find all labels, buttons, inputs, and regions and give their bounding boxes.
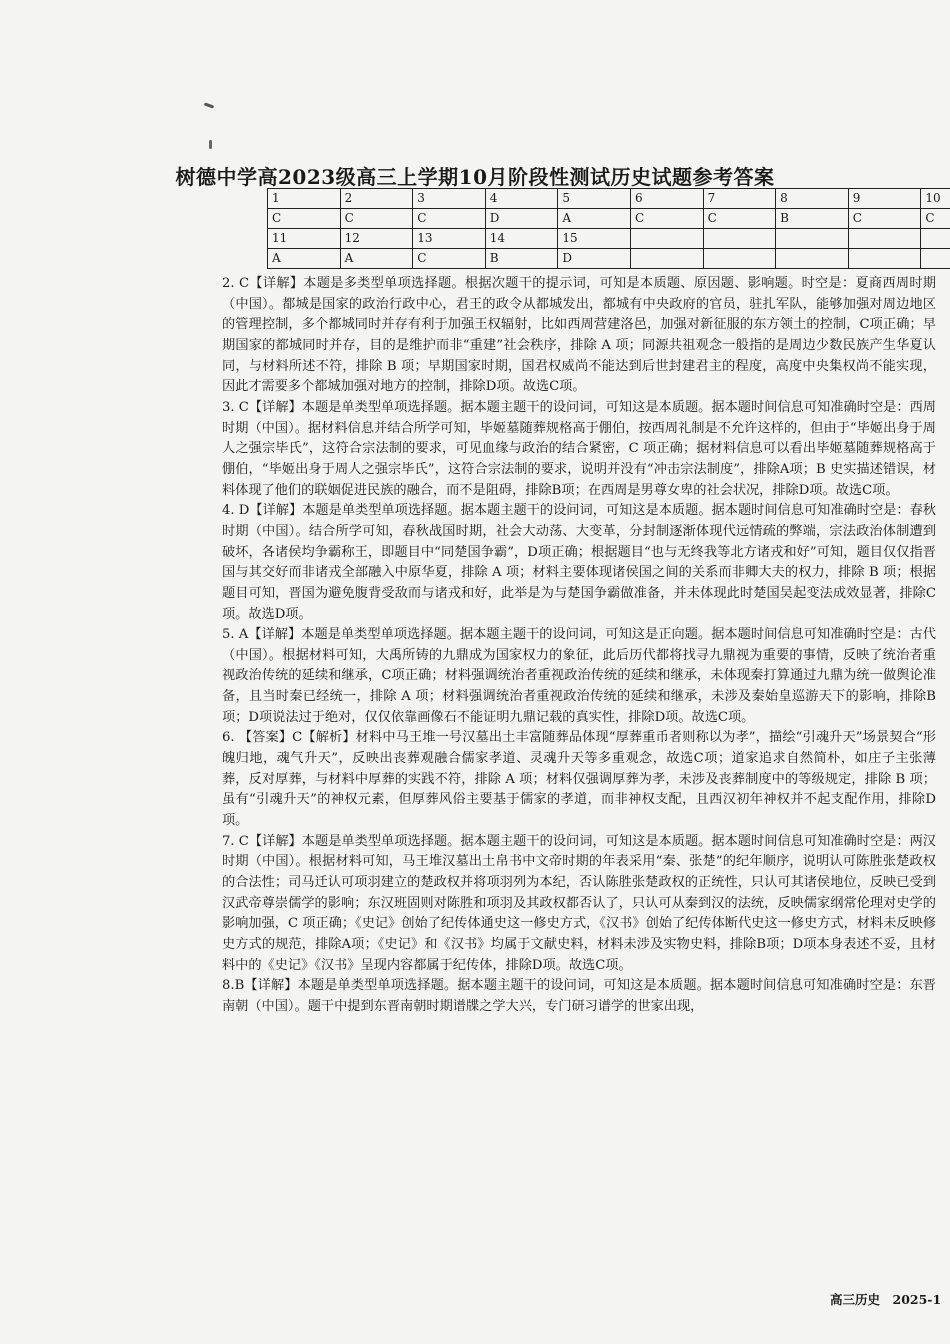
question-number-cell: 3 xyxy=(413,189,486,209)
question-number-cell: 12 xyxy=(340,229,413,249)
answer-cell: C xyxy=(268,209,341,229)
page-footer: 高三历史 2025-1 xyxy=(830,1292,942,1307)
answer-cell: C xyxy=(340,209,413,229)
question-number-cell xyxy=(630,229,703,249)
answer-cell xyxy=(848,249,921,269)
question-number-cell: 10 xyxy=(921,189,950,209)
question-number-cell xyxy=(776,229,849,249)
question-number-cell: 14 xyxy=(485,229,558,249)
question-number-cell: 6 xyxy=(630,189,703,209)
question-number-cell: 2 xyxy=(340,189,413,209)
question-number-cell: 8 xyxy=(776,189,849,209)
explanation-paragraph: 5. A【详解】本题是单类型单项选择题。据本题主题干的设问词，可知这是正向题。据本题时间信息可知准确时空是：古代（中国）。根据材料可知，大禹所铸的九鼎成为国家权力的象征，此后历代都将找寻九鼎视为重要的事情，反映了统治者重视政治传统的延续和继承，C项正确；材料强调统治者重视政治传统的延续和继承，未体现秦打算通过九鼎为统一做舆论准备，且当时秦已经统一，排除 A 项；材料强调统治者重视政治传统的延续和继承，未涉及秦始皇巡游天下的影响，排除B项；D项说法过于绝对，仅仅依靠画像石不能证明九鼎记载的真实性，排除D项。故选C项。 xyxy=(222,627,936,725)
question-number-cell xyxy=(848,229,921,249)
answer-cell: C xyxy=(703,209,776,229)
scan-mark xyxy=(209,140,212,149)
answer-cell: C xyxy=(630,209,703,229)
question-number-row xyxy=(268,189,950,209)
question-number-cell: 7 xyxy=(703,189,776,209)
answer-cell: A xyxy=(558,209,631,229)
answer-cell: C xyxy=(848,209,921,229)
question-number-cell: 4 xyxy=(485,189,558,209)
answer-cell: C xyxy=(413,249,486,269)
explanation-paragraph: 4. D【详解】本题是单类型单项选择题。据本题主题干的设问词，可知这是本质题。据本题时间信息可知准确时空是：春秋时期（中国）。结合所学可知，春秋战国时期，社会大动荡、大变革，分封制逐渐体现代远情疏的弊端，宗法政治体制遭到破坏，各诸侯均争霸称王，即题目中“同楚国争霸”，D项正确；根据题目“也与无终我等北方诸戎和好”可知，题目仅仅指晋国与其交好而非诸戎全部融入中原华夏，排除 A 项；材料主要体现诸侯国之间的关系而非卿大夫的权力，排除 B 项；根据题目可知，晋国为避免腹背受敌而与诸戎和好，此举是为与楚国争霸做准备，并未体现此时楚国吴起变法成效显著，排除C项。故选D项。 xyxy=(222,503,936,622)
explanation-paragraph: 6. 【答案】C【解析】材料中马王堆一号汉墓出土丰富随葬品体现“厚葬重币者则称以为孝”，描绘“引魂升天”场景契合“形魄归地，魂气升天”，反映出丧葬观融合儒家孝道、灵魂升天等多重观念，故选C项；道家追求自然简朴，如庄子主张薄葬，反对厚葬，与材料中厚葬的实践不符，排除 A 项；材料仅强调厚葬为孝，未涉及丧葬制度中的等级规定，排除 B 项；虽有“引魂升天”的神权元素，但厚葬风俗主要基于儒家的孝道，而非神权支配，且西汉初年神权并不起支配作用，排除D项。 xyxy=(222,730,936,829)
question-number-row xyxy=(268,229,950,249)
explanation-paragraph: 2. C【详解】本题是多类型单项选择题。根据次题干的提示词，可知是本质题、原因题、影响题。时空是：夏商西周时期（中国）。都城是国家的政治行政中心，君王的政令从都城发出，都城有中央政府的官员，驻扎军队，能够加强对周边地区的管理控制，多个都城同时并存有利于加强王权辐射，比如西周营建洛邑，加强对新征服的东方领土的控制，C项正确；早期国家的都城同时并存，目的是维护而非“重建”社会秩序，排除 A 项；同源共祖观念一般指的是周边少数民族产生华夏认同，与材料所述不符，排除 B 项；早期国家时期，国君权威尚不能达到后世封建君主的程度，高度中央集权尚不能实现，因此才需要多个都城加强对地方的控制，排除D项。故选C项。 xyxy=(222,276,936,395)
answer-cell: B xyxy=(485,249,558,269)
question-number-cell: 1 xyxy=(268,189,341,209)
page-title: 树德中学高2023级高三上学期10月阶段性测试历史试题参考答案 xyxy=(175,165,775,189)
answer-cell xyxy=(776,249,849,269)
answer-cell: C xyxy=(413,209,486,229)
question-number-cell xyxy=(921,229,950,249)
question-number-cell: 15 xyxy=(558,229,631,249)
explanation-paragraph: 3. C【详解】本题是单类型单项选择题。据本题主题干的设问词，可知这是本质题。据本题时间信息可知准确时空是：西周时期（中国）。据材料信息并结合所学可知，毕姬墓随葬规格高于倗伯，按西周礼制是不允许这样的，但由于“毕姬出身于周人之强宗毕氏”，这符合宗法制的要求，可见血缘与政治的结合紧密，C 项正确；据材料信息可以看出毕姬墓随葬规格高于倗伯，“毕姬出身于周人之强宗毕氏”，这符合宗法制的要求，说明并没有“冲击宗法制度”，排除A项；B 史实描述错误，材料体现了他们的联姻促进民族的融合，而不是阻碍，排除B项；在西周是男尊女卑的社会状况，排除D项。故选C项。 xyxy=(222,399,936,498)
answer-row xyxy=(268,249,950,269)
question-number-cell: 11 xyxy=(268,229,341,249)
explanation-paragraph: 8.B【详解】本题是单类型单项选择题。据本题主题干的设问词，可知这是本质题。据本题时间信息可知准确时空是：东晋南朝（中国）。题干中提到东晋南朝时期谱牒之学大兴，专门研习谱学的世家出现， xyxy=(222,978,936,1014)
answer-cell: C xyxy=(921,209,950,229)
answer-cell: B xyxy=(776,209,849,229)
explanation-paragraph: 7. C【详解】本题是单类型单项选择题。据本题主题干的设问词，可知这是本质题。据本题时间信息可知准确时空是：两汉时期（中国）。根据材料可知，马王堆汉墓出土帛书中文帝时期的年表采用“秦、张楚”的纪年顺序，说明认可陈胜张楚政权的合法性；司马迁认可项羽建立的楚政权并将项羽列为本纪，否认陈胜张楚政权的正统性，只认可其诸侯地位，反映已受到汉武帝尊崇儒学的影响；东汉班固则对陈胜和项羽及其政权都否认了，只认可从秦到汉的法统，反映儒家纲常伦理对史学的影响加强，C 项正确；《史记》创始了纪传体通史这一修史方式，《汉书》创始了纪传体断代史这一修史方式，材料未反映修史方式的规范，排除A项；《史记》和《汉书》均属于文献史料，材料未涉及实物史料，排除B项；D项本身表述不妥，且材料中的《史记》《汉书》呈现内容都属于纪传体，排除D项。故选C项。 xyxy=(222,833,936,973)
question-number-cell: 5 xyxy=(558,189,631,209)
answer-cell xyxy=(630,249,703,269)
question-number-cell xyxy=(703,229,776,249)
explanation-text xyxy=(222,274,936,1018)
answer-cell xyxy=(703,249,776,269)
question-number-cell: 13 xyxy=(413,229,486,249)
answer-cell: D xyxy=(485,209,558,229)
answer-cell: A xyxy=(340,249,413,269)
scan-mark xyxy=(204,102,214,108)
answer-table xyxy=(267,188,950,269)
question-number-cell: 9 xyxy=(848,189,921,209)
answer-cell xyxy=(921,249,950,269)
answer-cell: D xyxy=(558,249,631,269)
answer-row xyxy=(268,209,950,229)
answer-cell: A xyxy=(268,249,341,269)
